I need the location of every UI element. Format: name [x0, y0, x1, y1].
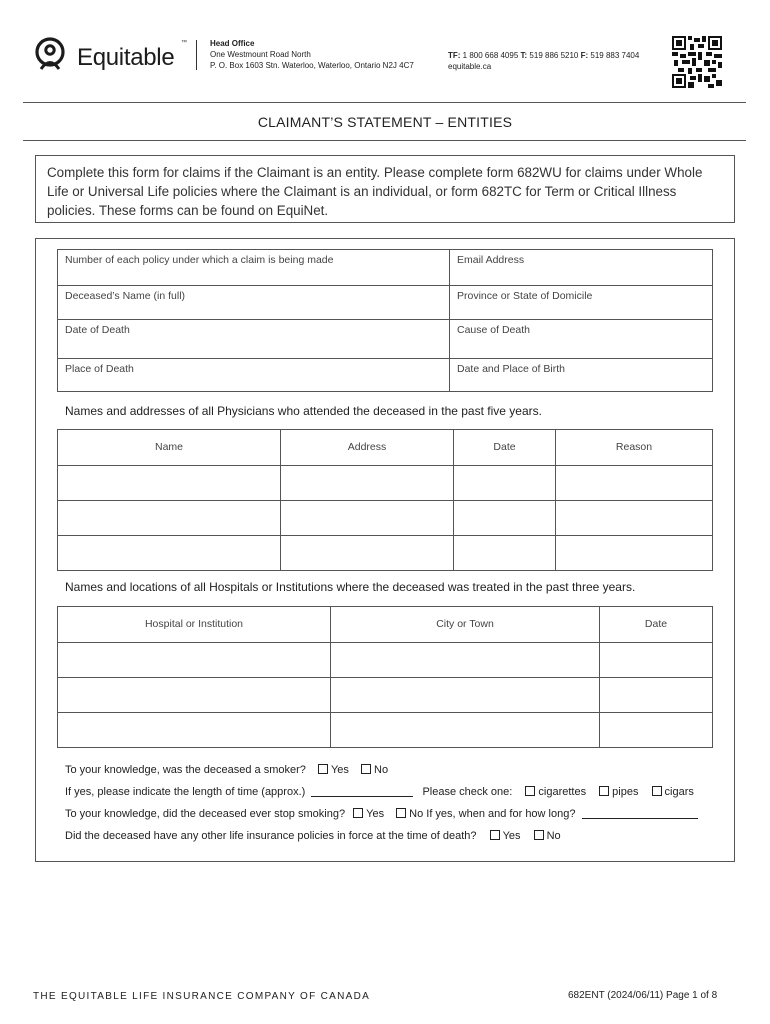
info-row: [58, 250, 712, 286]
f-value: 519 883 7404: [590, 51, 640, 60]
address-line-2: P. O. Box 1603 Stn. Waterloo, Waterloo, Ontario N2J 4C7: [210, 61, 414, 70]
place-of-death-field[interactable]: Place of Death: [58, 359, 450, 391]
footer-company-name: THE EQUITABLE LIFE INSURANCE COMPANY OF CANADA: [33, 991, 371, 1002]
table-header-row: [58, 430, 713, 466]
check-one-label: Please check one:: [422, 786, 513, 798]
cigars-checkbox[interactable]: [652, 786, 662, 796]
qr-code-icon: [672, 36, 722, 88]
info-row: [58, 286, 712, 320]
policy-numbers-field[interactable]: Number of each policy under which a claim is being made: [58, 250, 450, 285]
column-header-city: City or Town: [331, 607, 600, 643]
column-header-date: Date: [600, 607, 713, 643]
other-policies-question: [65, 830, 561, 842]
table-cell[interactable]: [58, 678, 331, 713]
table-cell[interactable]: [58, 501, 281, 536]
website-link[interactable]: equitable.ca: [448, 62, 492, 71]
pipes-label: pipes: [612, 786, 639, 798]
province-domicile-field[interactable]: Province or State of Domicile: [457, 290, 593, 302]
t-label: T:: [520, 51, 528, 60]
table-cell[interactable]: [454, 536, 556, 571]
equitable-logo: [33, 36, 193, 76]
date-of-death-field[interactable]: Date of Death: [58, 320, 450, 358]
table-cell[interactable]: [454, 501, 556, 536]
info-row: [58, 320, 712, 359]
table-cell[interactable]: [281, 466, 454, 501]
cigarettes-checkbox[interactable]: [525, 786, 535, 796]
cigars-label: cigars: [664, 786, 694, 798]
address-line-1: One Westmount Road North: [210, 50, 311, 59]
table-cell[interactable]: [331, 643, 600, 678]
stop-smoking-question-text: To your knowledge, did the deceased ever stop smoking?: [65, 808, 346, 820]
header-divider: [196, 40, 197, 70]
smoker-yes-checkbox[interactable]: [318, 764, 328, 774]
brand-name: Equitable: [77, 44, 175, 71]
table-cell[interactable]: [281, 501, 454, 536]
no-label: No: [374, 764, 389, 776]
duration-input[interactable]: [311, 786, 413, 797]
table-cell[interactable]: [556, 501, 713, 536]
title-rule: [23, 140, 746, 141]
hospitals-label: Names and locations of all Hospitals or Institutions where the deceased was treated in the past three years.: [65, 580, 636, 594]
column-header-name: Name: [58, 430, 281, 466]
stop-smoking-question: [65, 808, 698, 820]
equitable-symbol-icon: [33, 36, 71, 74]
email-address-field[interactable]: Email Address: [457, 254, 525, 266]
smoker-question-text: To your knowledge, was the deceased a smoker?: [65, 764, 306, 776]
table-row: [58, 678, 713, 713]
table-cell[interactable]: [600, 713, 713, 748]
no-label: No: [546, 830, 561, 842]
tf-value: 1 800 668 4095: [462, 51, 519, 60]
table-cell[interactable]: [58, 713, 331, 748]
info-row: [58, 359, 712, 391]
column-header-reason: Reason: [556, 430, 713, 466]
table-cell[interactable]: [331, 713, 600, 748]
deceased-name-field[interactable]: Deceased’s Name (in full): [58, 286, 450, 319]
table-row: [58, 713, 713, 748]
date-place-of-birth-field[interactable]: Date and Place of Birth: [457, 363, 565, 375]
tf-label: TF:: [448, 51, 461, 60]
trademark: ™: [181, 40, 187, 46]
contact-info: [448, 50, 639, 72]
table-row: [58, 643, 713, 678]
duration-question-text: If yes, please indicate the length of time (approx.): [65, 786, 306, 798]
head-office-address: [210, 38, 414, 71]
column-header-hospital: Hospital or Institution: [58, 607, 331, 643]
deceased-info-grid: [57, 249, 713, 392]
head-office-title: Head Office: [210, 39, 255, 48]
column-header-date: Date: [454, 430, 556, 466]
other-policies-question-text: Did the deceased have any other life insurance policies in force at the time of death?: [65, 830, 477, 842]
physicians-table: [57, 429, 713, 571]
yes-label: Yes: [502, 830, 521, 842]
column-header-address: Address: [281, 430, 454, 466]
table-cell[interactable]: [58, 643, 331, 678]
table-cell[interactable]: [58, 466, 281, 501]
table-row: [58, 536, 713, 571]
hospitals-table: [57, 606, 713, 748]
stop-yes-checkbox[interactable]: [353, 808, 363, 818]
table-cell[interactable]: [556, 466, 713, 501]
stop-smoking-details-input[interactable]: [582, 808, 698, 819]
cigarettes-label: cigarettes: [538, 786, 587, 798]
table-cell[interactable]: [600, 678, 713, 713]
header-rule: [23, 102, 746, 103]
table-cell[interactable]: [556, 536, 713, 571]
pipes-checkbox[interactable]: [599, 786, 609, 796]
stop-no-checkbox[interactable]: [396, 808, 406, 818]
smoking-duration-question: [65, 786, 694, 798]
table-row: [58, 501, 713, 536]
table-cell[interactable]: [58, 536, 281, 571]
yes-label: Yes: [366, 808, 385, 820]
other-policies-yes-checkbox[interactable]: [490, 830, 500, 840]
intro-instructions: Complete this form for claims if the Claimant is an entity. Please complete form 682WU for claims under Whole Life or Universal Life policies where the Claimant is an individual, or form 682TC for Term or Critical Illness policies. These forms can be found on EquiNet.: [35, 155, 735, 223]
stop-smoking-followup-text: If yes, when and for how long?: [426, 808, 576, 820]
smoker-question: [65, 764, 388, 776]
table-header-row: [58, 607, 713, 643]
table-cell[interactable]: [600, 643, 713, 678]
t-value: 519 886 5210: [529, 51, 579, 60]
table-cell[interactable]: [331, 678, 600, 713]
yes-label: Yes: [330, 764, 349, 776]
footer-form-id: 682ENT (2024/06/11) Page 1 of 8: [568, 990, 718, 1001]
smoker-no-checkbox[interactable]: [361, 764, 371, 774]
table-row: [58, 466, 713, 501]
form-title: CLAIMANT’S STATEMENT – ENTITIES: [257, 114, 513, 130]
no-label: No: [409, 808, 424, 820]
other-policies-no-checkbox[interactable]: [534, 830, 544, 840]
f-label: F:: [580, 51, 589, 60]
physicians-label: Names and addresses of all Physicians who attended the deceased in the past five years.: [65, 404, 542, 418]
table-cell[interactable]: [454, 466, 556, 501]
table-cell[interactable]: [281, 536, 454, 571]
cause-of-death-field[interactable]: Cause of Death: [457, 324, 530, 336]
